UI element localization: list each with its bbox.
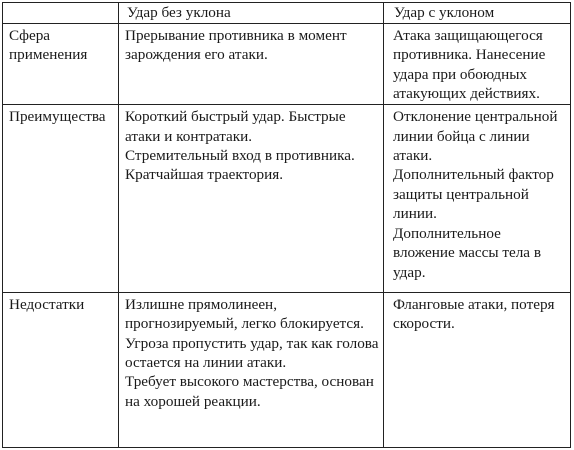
row-label-disadvantages: Недостатки — [9, 295, 85, 313]
cell-paragraphs — [119, 105, 383, 185]
paragraph: Дополнительный фактор защиты центральной линии. — [393, 166, 554, 223]
header-with-lean — [384, 3, 571, 24]
paragraph: Дополнительное вложение массы тела в удар. — [393, 224, 541, 281]
header-with-lean-text: Удар с уклоном — [394, 4, 495, 21]
paragraph: Фланговые атаки, потеря скорости. — [393, 295, 555, 333]
cell-paragraph — [384, 293, 570, 334]
comparison-table — [2, 2, 571, 448]
row-label-cell — [3, 105, 119, 292]
cell-paragraphs — [119, 293, 383, 411]
paragraph: Стремительный вход в противника. Кратчайшая траектория. — [125, 147, 355, 184]
paragraph: Прерывание противника в момент зарождения его атаки. — [125, 27, 347, 64]
paragraph: Атака защищающегося противника. Нанесение удара при обоюдных атакующих действиях. — [393, 27, 546, 103]
cell-with-lean — [384, 105, 571, 292]
table-row — [3, 105, 571, 292]
row-label-cell — [3, 24, 119, 105]
cell-paragraph — [119, 24, 383, 65]
paragraph: Требует высокого мастерства, основан на хорошей реакции. — [125, 373, 374, 410]
row-label-application: Сфера применения — [9, 27, 88, 64]
cell-with-lean — [384, 292, 571, 447]
table-row — [3, 24, 571, 105]
header-corner-cell — [3, 3, 119, 24]
cell-without-lean — [119, 292, 384, 447]
table-row — [3, 292, 571, 447]
cell-paragraphs — [384, 105, 570, 282]
cell-with-lean — [384, 24, 571, 105]
cell-paragraph — [384, 24, 570, 104]
row-label-cell — [3, 292, 119, 447]
header-without-lean-text: Удар без уклона — [127, 4, 231, 21]
row-label-advantages: Преимущества — [9, 108, 106, 126]
paragraph: Короткий быстрый удар. Быстрые атаки и контратаки. — [125, 108, 346, 145]
paragraph: Отклонение центральной линии бойца с линии атаки. — [393, 108, 558, 165]
paragraph: Излишне прямолинеен, прогнозируемый, легко блокируется. Угроза пропустить удар, так как голова остается на линии атаки. — [125, 295, 379, 371]
header-without-lean — [119, 3, 384, 24]
cell-without-lean — [119, 24, 384, 105]
cell-without-lean — [119, 105, 384, 292]
header-row — [3, 3, 571, 24]
